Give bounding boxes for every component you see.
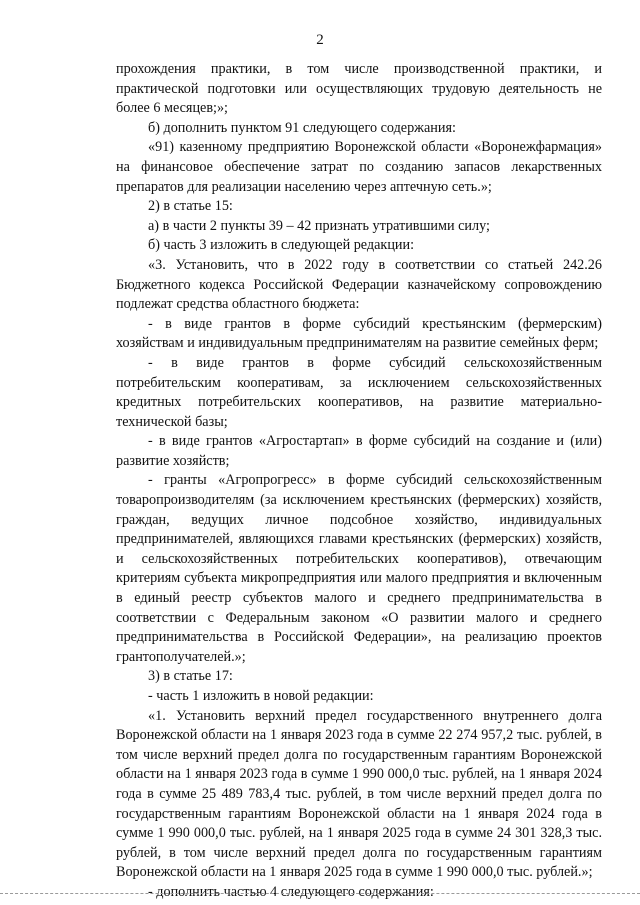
paragraph-article-15-b: б) часть 3 изложить в следующей редакции: [148, 237, 415, 254]
paragraph-item-91: «91) казенному предприятию Воронежской области «Воронежфармация» на финансовое обеспечение затрат по созданию запасов лекарственных препаратов для реализации населению через аптечную сеть.»; [116, 139, 602, 195]
paragraph-part-3: «3. Установить, что в 2022 году в соответствии со статьей 242.26 Бюджетного кодекса Российской Федерации казначейскому сопровождению подлежат средства областного бюджета: [116, 256, 602, 313]
list-item-family-farms: - в виде грантов в форме субсидий крестьянским (фермерским) хозяйствам и индивидуальным предпринимателям на развитие семейных ферм; [116, 315, 602, 352]
page-bottom-rule [0, 893, 640, 894]
list-item-agrostartap: - в виде грантов «Агростартап» в форме субсидий на создание и (или) развитие хозяйств; [116, 433, 602, 469]
paragraph-article-17: 3) в статье 17: [148, 668, 233, 685]
document-body [116, 60, 602, 903]
list-item-agroprogress: - гранты «Агропрогресс» в форме субсидий сельскохозяйственным товаропроизводителям (за исключением крестьянских (фермерских) хозяйств, граждан, ведущих личное подсобное хозяйство, индивидуальных предпринимателей, являющихся главами крестьянских (фермерских) хозяйств, и сельскохозяйственных потребительских кооперативов), отвечающим критериям субъекта микропредприятия или малого предприятия и включенным в единый реестр субъектов малого и среднего предпринимательства в соответствии с Федеральным законом «О развитии малого и среднего предпринимательства в Российской Федерации», на реализацию проектов грантополучателей.»; [116, 472, 602, 665]
paragraph-article-15: 2) в статье 15: [148, 198, 233, 215]
paragraph-debt-limit: «1. Установить верхний предел государственного внутреннего долга Воронежской области на 1 января 2023 года в сумме 22 274 957,2 тыс. рублей, в том числе верхний предел долга по государственным гарантиям Воронежской области на 1 января 2023 года в сумме 1 990 000,0 тыс. рублей, на 1 января 2024 года в сумме 25 489 783,4 тыс. рублей, в том числе верхний предел долга по государственным гарантиям Воронежской области на 1 января 2024 года в сумме 1 990 000,0 тыс. рублей, на 1 января 2025 года в сумме 24 301 328,3 тыс. рублей, в том числе верхний предел долга по государственным гарантиям Воронежской области на 1 января 2025 года в сумме 1 990 000,0 тыс. рублей.»; [116, 707, 602, 881]
paragraph-amendment-b: б) дополнить пунктом 91 следующего содержания: [148, 119, 456, 136]
page-number: 2 [316, 32, 324, 48]
paragraph-article-15-a: а) в части 2 пункты 39 – 42 признать утратившими силу; [148, 217, 490, 234]
list-item-cooperatives: - в виде грантов в форме субсидий сельскохозяйственным потребительским кооперативам, за исключением сельскохозяйственных кредитных потребительских кооперативов, на развитие материально-технической базы; [116, 354, 602, 430]
paragraph-add-part-4: - дополнить частью 4 следующего содержания: [148, 883, 434, 900]
paragraph-article-17-part-1: - часть 1 изложить в новой редакции: [148, 688, 374, 704]
paragraph-continuation: прохождения практики, в том числе производственной практики, и практической подготовки или осуществляющих трудовую деятельность не более 6 месяцев;»; [116, 61, 602, 117]
